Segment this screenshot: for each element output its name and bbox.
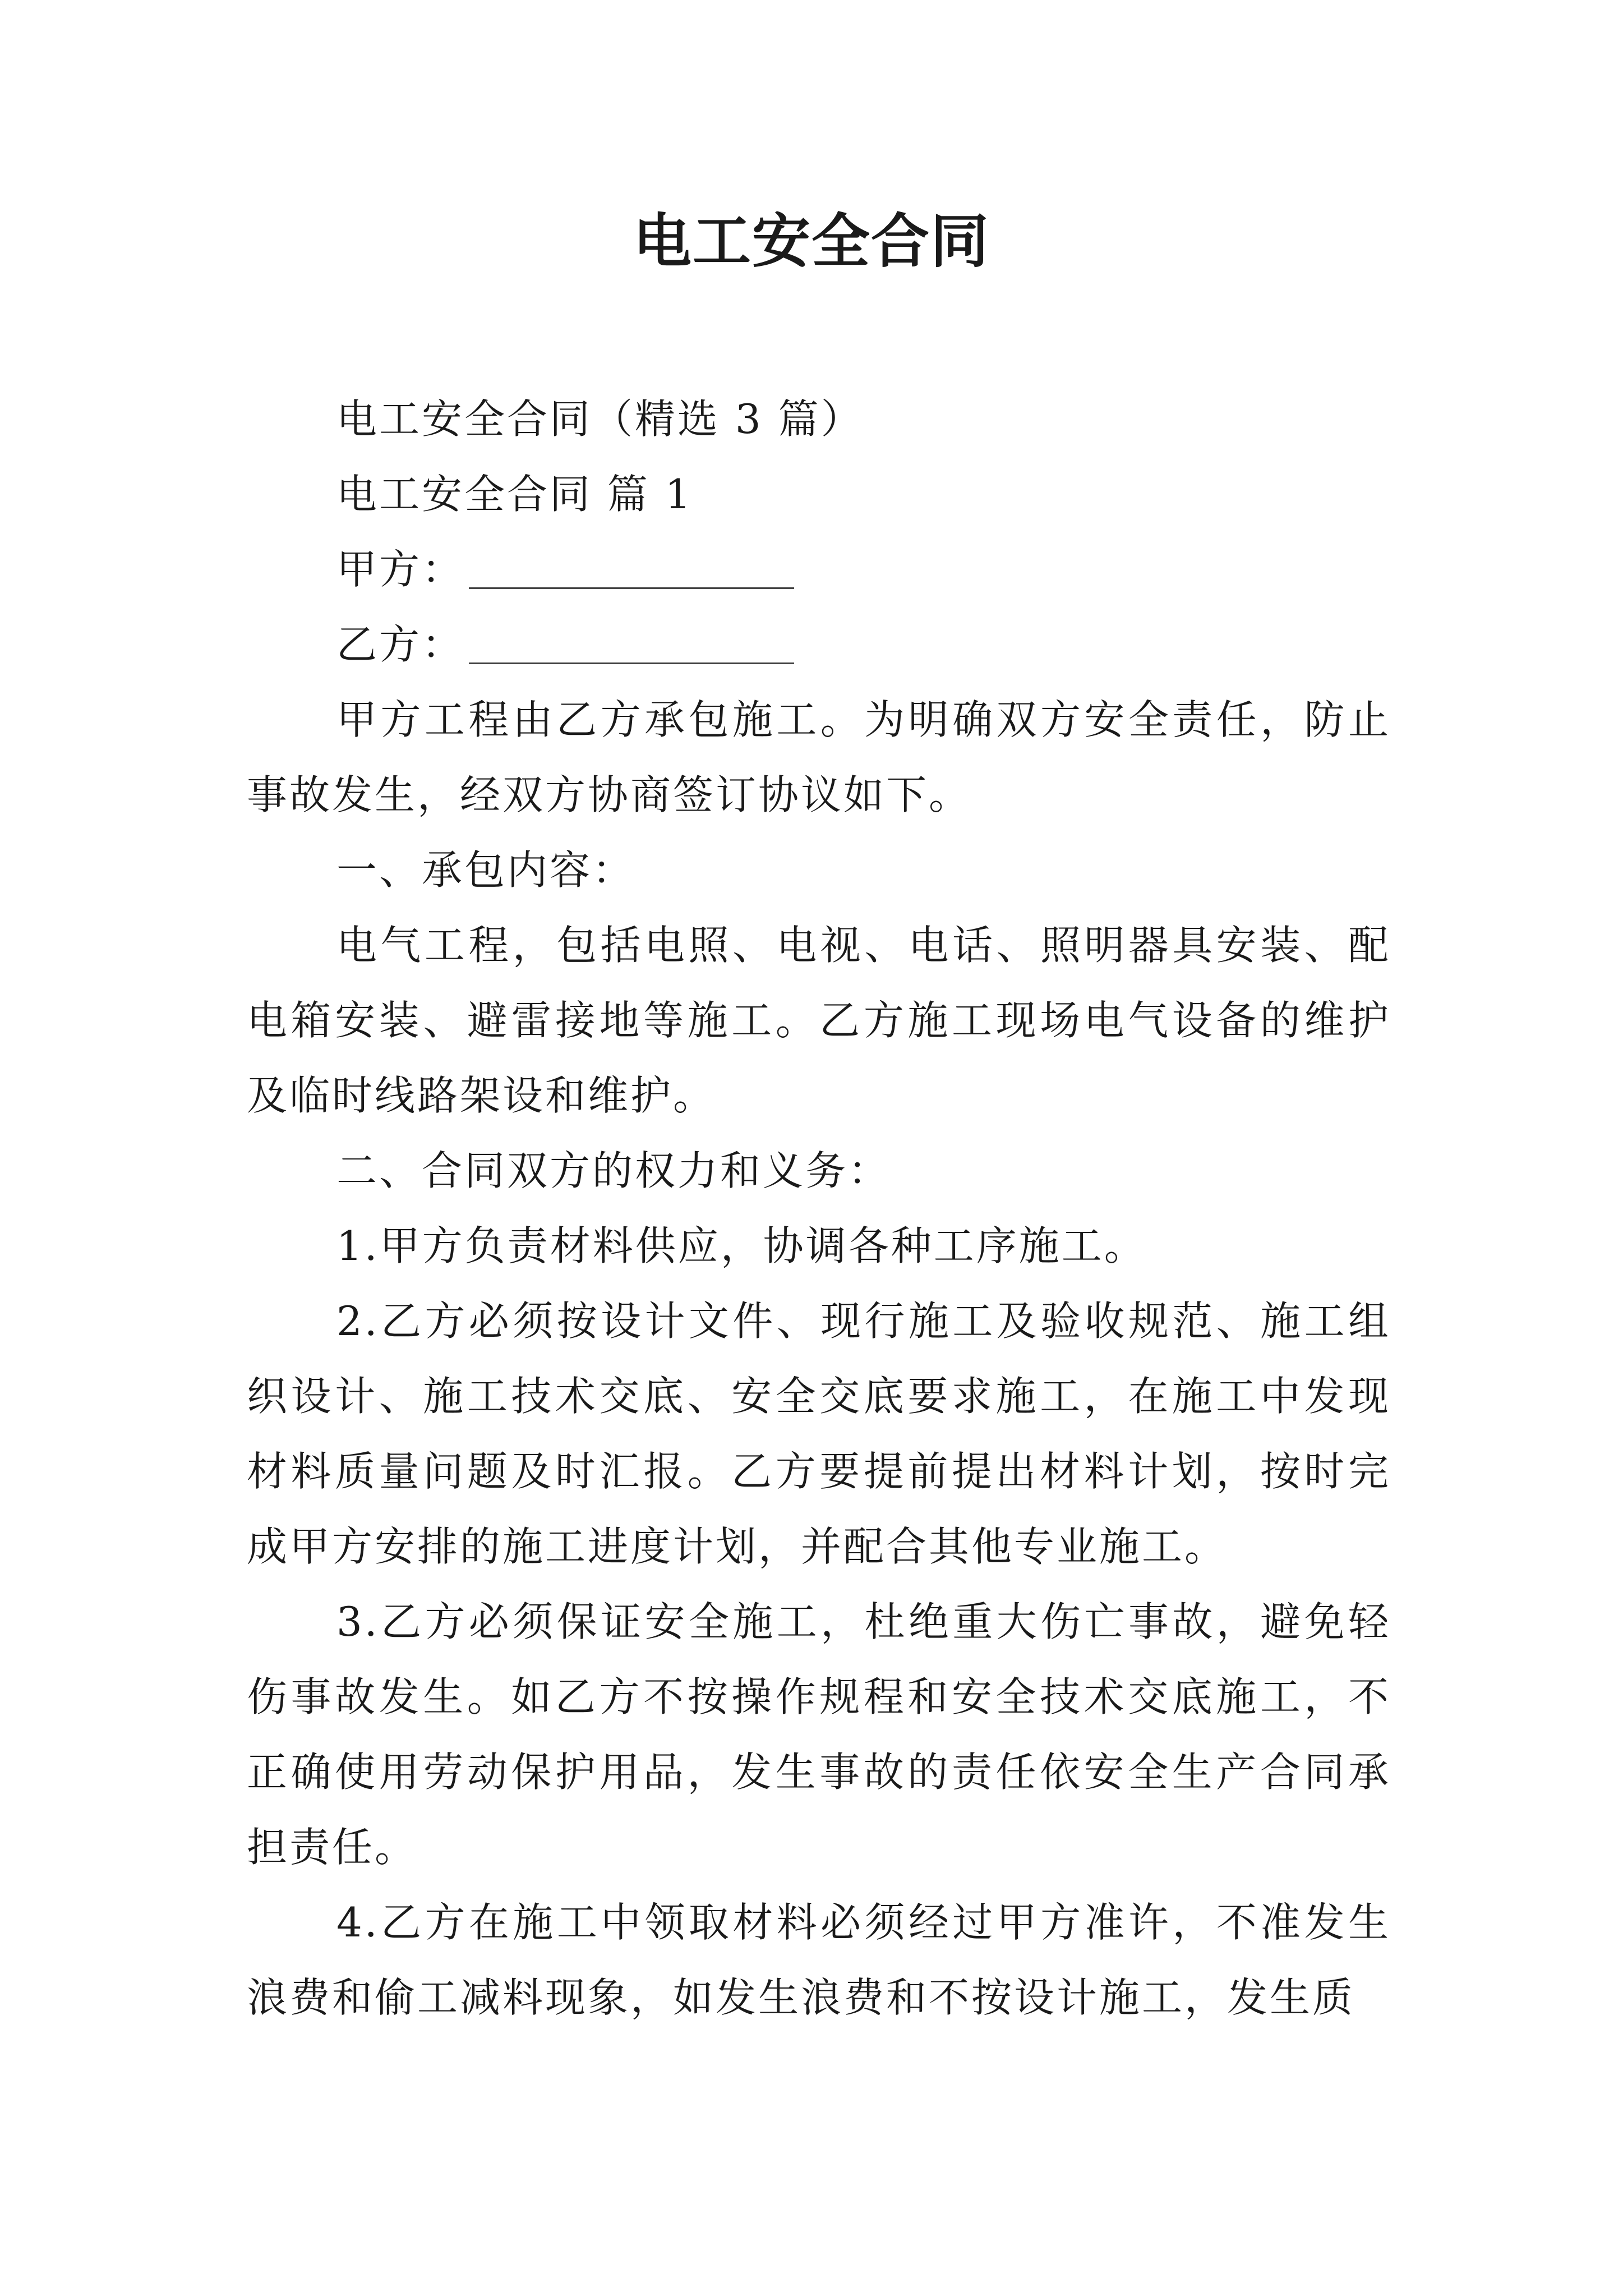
clause-3: 3.乙方必须保证安全施工，杜绝重大伤亡事故，避免轻伤事故发生。如乙方不按操作规程和安全技术交底施工，不正确使用劳动保护用品，发生事故的责任依安全生产合同承担责任。 <box>247 1598 1391 1871</box>
document-subtitle: 电工安全合同（精选 3 篇） <box>336 395 864 443</box>
party-b-row <box>247 607 1391 682</box>
party-b-label: 乙方： <box>336 621 465 668</box>
contract-scope-paragraph: 电气工程，包括电照、电视、电话、照明器具安装、配电箱安装、避雷接地等施工。乙方施工现场电气设备的维护及临时线路架设和维护。 <box>247 922 1391 1119</box>
heading-rights-obligations: 二、合同双方的权力和义务： <box>336 1147 891 1194</box>
party-a-blank <box>469 537 794 589</box>
document-body <box>247 381 1391 2035</box>
document-title: 电工安全合同 <box>633 206 990 275</box>
clause-4: 4.乙方在施工中领取材料必须经过甲方准许，不准发生浪费和偷工减料现象，如发生浪费和不按设计施工，发生质 <box>247 1899 1391 2021</box>
party-b-blank <box>469 612 794 664</box>
party-a-label: 甲方： <box>336 546 465 593</box>
clause-1: 1.甲方负责材料供应，协调各种工序施工。 <box>336 1222 1147 1269</box>
heading-contract-scope: 一、承包内容： <box>336 846 635 894</box>
intro-paragraph: 甲方工程由乙方承包施工。为明确双方安全责任，防止事故发生，经双方协商签订协议如下。 <box>247 696 1391 818</box>
section-heading: 电工安全合同 篇 1 <box>336 471 693 518</box>
clause-2: 2.乙方必须按设计文件、现行施工及验收规范、施工组织设计、施工技术交底、安全交底要求施工，在施工中发现材料质量问题及时汇报。乙方要提前提出材料计划，按时完成甲方安排的施工进度计划，并配合其他专业施工。 <box>247 1297 1391 1570</box>
party-a-row <box>247 532 1391 607</box>
